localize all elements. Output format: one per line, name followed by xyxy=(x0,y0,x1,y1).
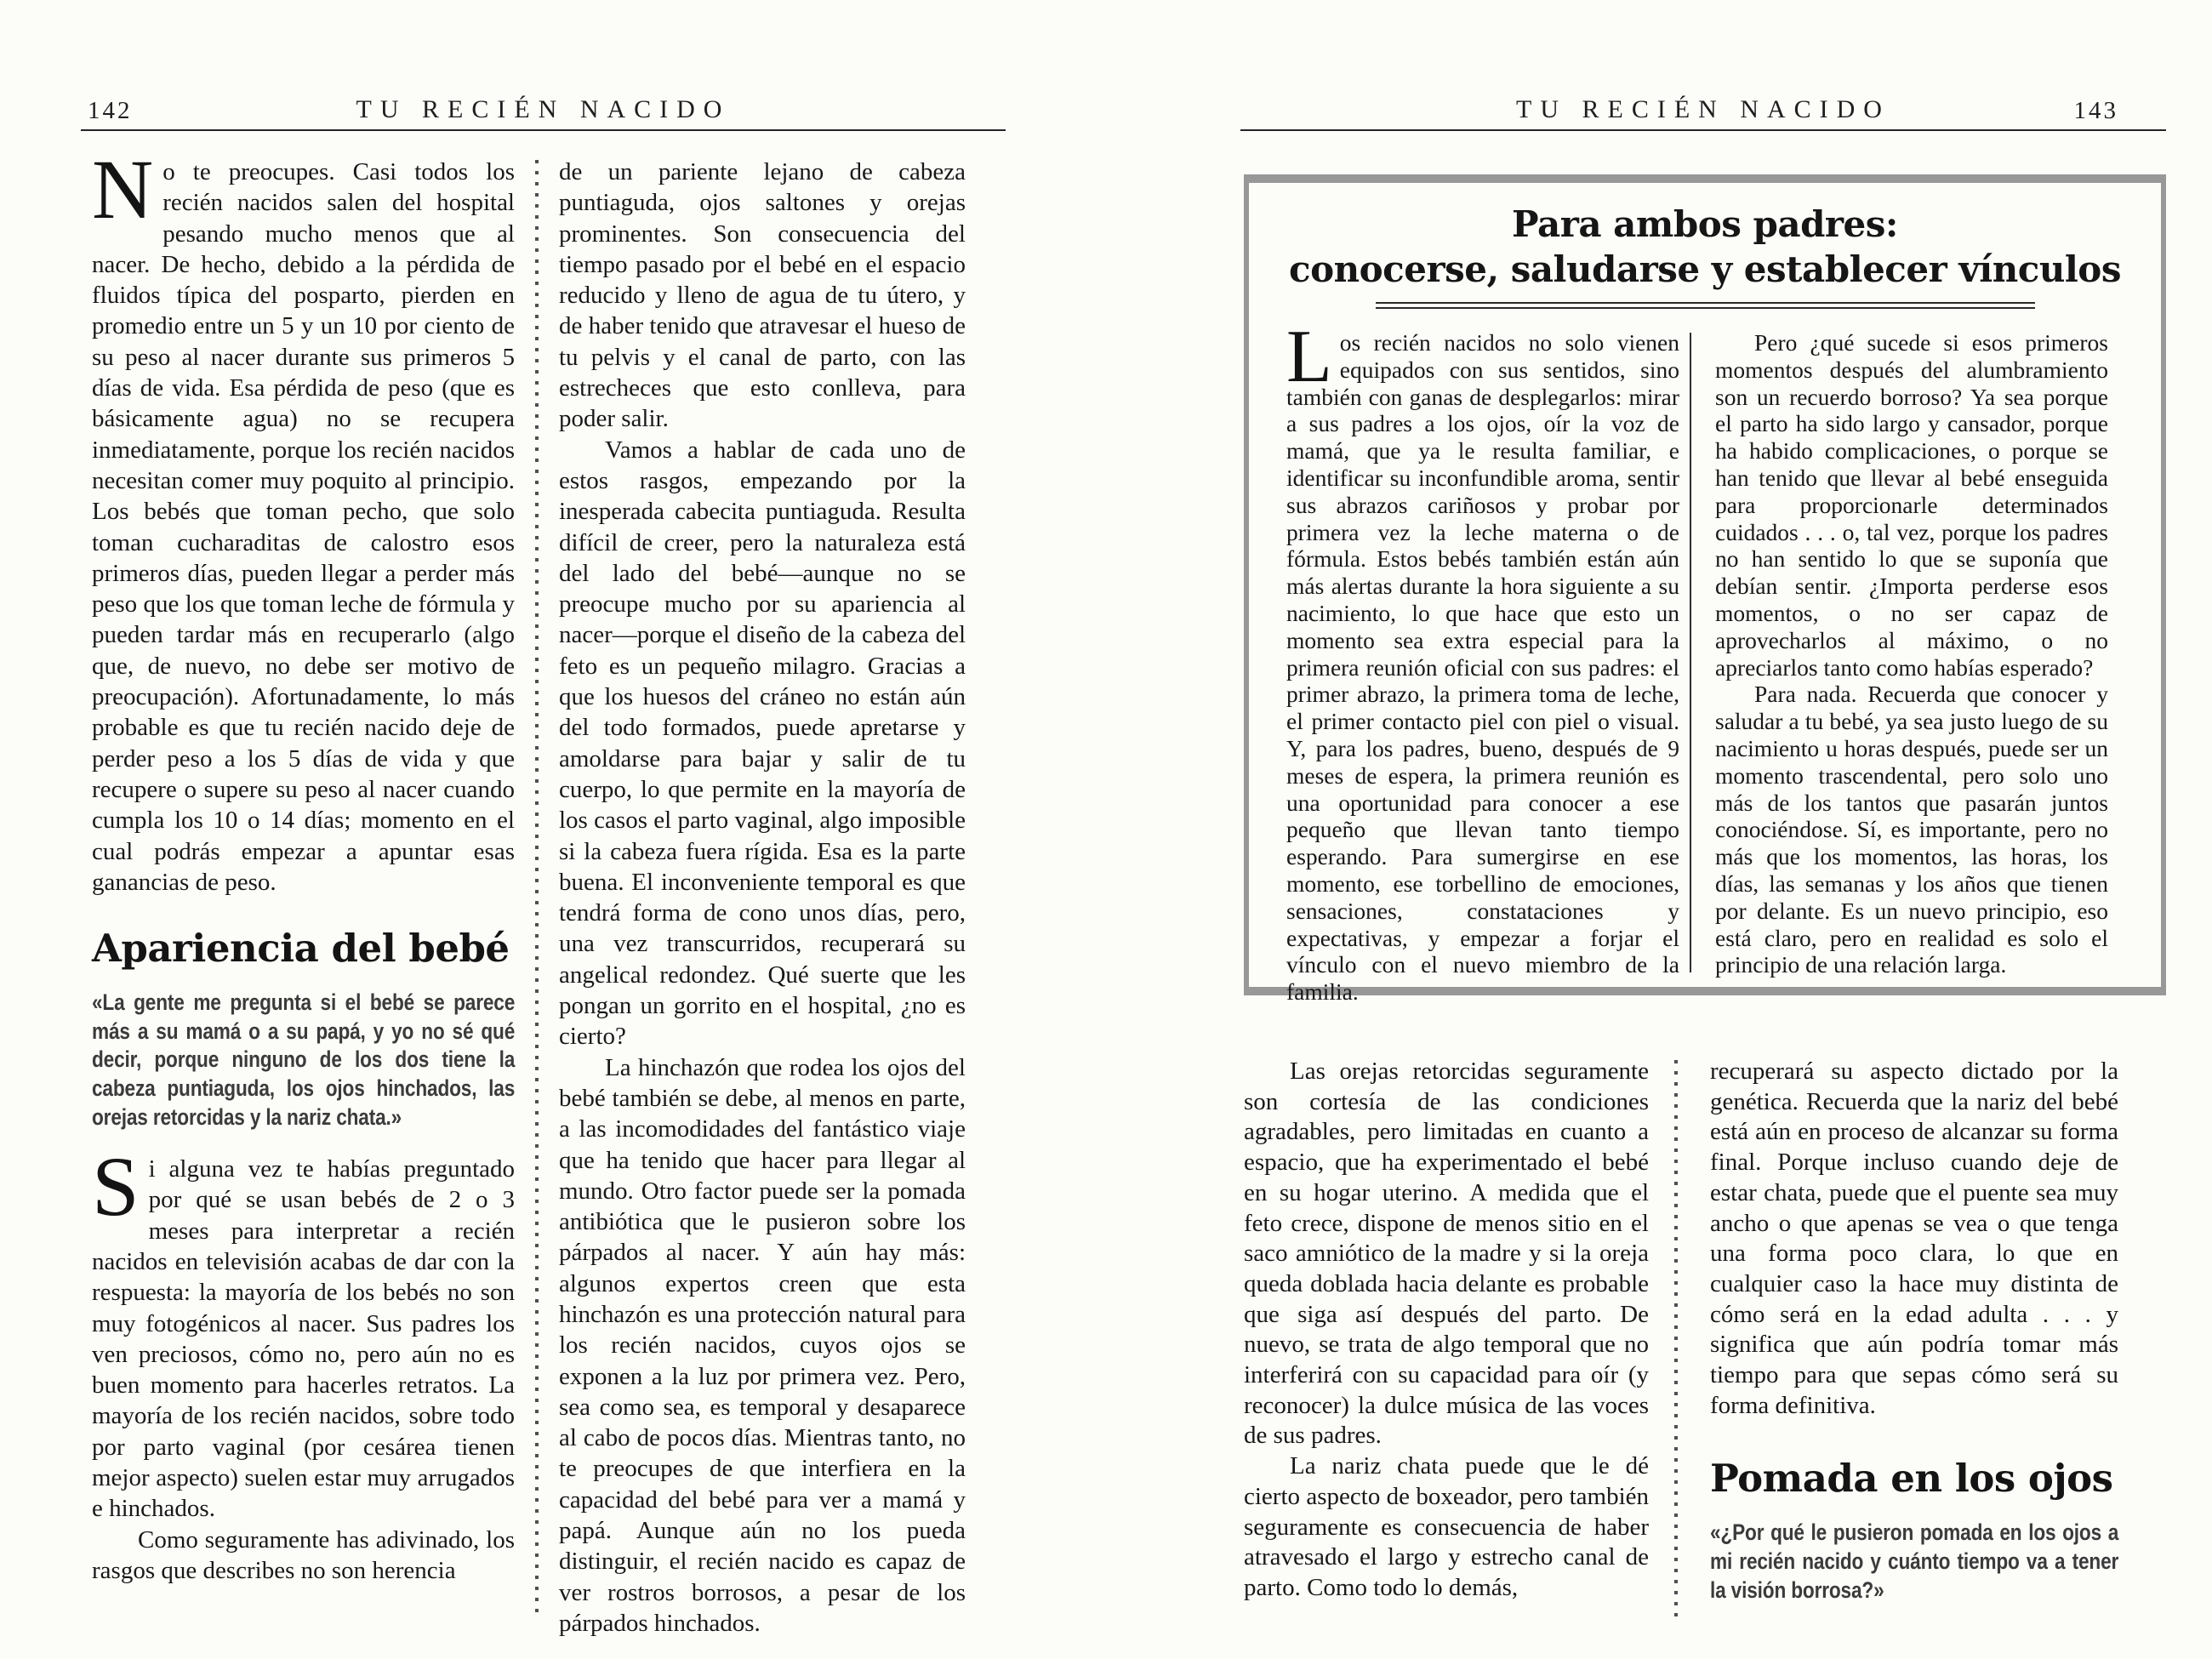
header-rule-left xyxy=(81,129,1006,131)
paragraph-text: i alguna vez te habías preguntado por qué se usan bebés de 2 o 3 meses para interpretar a recién nacidos en televisión acabas de dar con la respuesta: la mayoría de los bebés no son muy fotogénicos al nacer. Sus padres los ven preciosos, cómo no, pero aún no es buen momento para hacerles retratos. La mayoría de los recién nacidos, sobre todo por parto vaginal (por cesárea tienen mejor aspecto) suelen estar muy arrugados e hinchados. xyxy=(92,1155,515,1523)
paragraph-weight-loss xyxy=(92,142,515,898)
paragraph-aspecto-genetica: recuperará su aspecto dictado por la genética. Recuerda que la nariz del bebé está aún en proceso de alcanzar su forma final. Porque incluso cuando deje de estar chata, puede que el puente sea muy ancho o que apenas se vea o que tenga una forma poco clara, lo que en cualquier caso la hace muy distinta de cómo será en la edad adulta . . . y significa que aún podría tomar más tiempo para que sepas cómo será su forma definitiva. xyxy=(1710,1058,2118,1419)
column-divider-dotted-right xyxy=(1674,1060,1678,1622)
paragraph-hinchazon-ojos: La hinchazón que rodea los ojos del bebé también se debe, al menos en parte, a las incomodidades del fantástico viaje que ha tenido que hacer para llegar al mundo. Otro factor puede ser la pomada antibiótica que le pusieron sobre los párpados al nacer. Y aún hay más: algunos expertos creen que esta hinchazón es una protección natural para los recién nacidos, cuyos ojos se exponen a la luz por primera vez. Pero, sea como sea, es temporal y desaparece al cabo de pocos días. Mientras tanto, no te preocupes de que interfiera en la capacidad del bebé para ver a mamá y papá. Aunque aún no los pueda distinguir, el recién nacido es capaz de ver rostros borrosos, a pesar de los párpados hinchados. xyxy=(559,1053,966,1637)
paragraph-sentidos xyxy=(1286,316,1679,1006)
page-number-right: 143 xyxy=(2073,97,2118,124)
left-page-column-1 xyxy=(92,142,516,1586)
box-column-1 xyxy=(1286,316,1679,1006)
paragraph-cabecita-puntiaguda: Vamos a hablar de cada uno de estos rasgos, empezando por la inesperada cabecita puntiaguda. Resulta difícil de creer, pero la naturaleza está del lado del bebé—aunque no se preocupe mucho por su apariencia al nacer—porque el diseño de la cabeza del feto es un pequeño milagro. Gracias a que los huesos del cráneo no están aún del todo formados, puede apretarse y amoldarse para bajar y salir de tu cuerpo, lo que permite en la mayoría de los casos el parto vaginal, algo imposible si la cabeza fuera rígida. Esa es la parte buena. El inconveniente temporal es que tendrá forma de cono unos días, pero, una vez transcurridos, recuperará su angelical redondez. Qué suerte que les pongan un gorrito en el hospital, ¿no es cierto? xyxy=(559,436,966,1051)
box-title xyxy=(1249,202,2161,292)
paragraph-pariente-lejano: de un pariente lejano de cabeza puntiaguda, ojos saltones y orejas prominentes. Son consecuencia del tiempo pasado por el bebé en el espacio reducido y lleno de agua de tu útero, y de haber tenido que atravesar el hueso de tu pelvis y el canal de parto, con las estrecheces que esto conlleva, para poder salir. xyxy=(559,158,966,433)
box-title-line2: conocerse, saludarse y establecer vínculos xyxy=(1289,248,2121,290)
paragraph-para-nada: Para nada. Recuerda que conocer y saludar a tu bebé, ya sea justo luego de su nacimiento u horas después, puede ser un momento trascendental, pero solo uno más de los tantos que pasarán juntos conociéndose. Sí, es importante, pero no más que los momentos, las horas, los días, las semanas y los años que tienen por delante. Es un nuevo principio, eso está claro, pero en realidad es solo el principio de una relación larga. xyxy=(1715,681,2108,978)
reader-question-quote: «La gente me pregunta si el bebé se parece más a su mamá o a su papá, y yo no sé qué decir, porque ninguno de los dos tiene la cabeza puntiaguda, los ojos hinchados, las orejas retorcidas y la nariz chata.» xyxy=(92,989,516,1130)
drop-cap-s: S xyxy=(92,1139,140,1234)
box-column-2 xyxy=(1715,329,2108,978)
right-page-column-1 xyxy=(1244,1057,1649,1604)
running-header-right: TU RECIÉN NACIDO xyxy=(1516,95,1890,123)
feature-box-para-ambos-padres xyxy=(1244,174,2166,1006)
paragraph-recuerdo-borroso: Pero ¿qué sucede si esos primeros momentos después del alumbramiento son un recuerdo borroso? Ya sea porque el parto ha sido largo y cansador, porque ha habido complicaciones, o porque se han tenido que llevar al bebé enseguida para proporcionarle determinados cuidados . . . o, tal vez, porque los padres no han sentido lo que se suponía que debían sentir. ¿Importa perderse esos momentos, o no ser capaz de aprovecharlos al máximo, o no apreciarlos tanto como habías esperado? xyxy=(1715,329,2108,681)
box-title-double-rule xyxy=(1376,302,2035,309)
header-rule-right xyxy=(1240,129,2166,131)
right-page-column-2 xyxy=(1710,1057,2118,1627)
paragraph-photogenic xyxy=(92,1139,515,1525)
running-header-left: TU RECIÉN NACIDO xyxy=(356,95,731,123)
section-heading-pomada: Pomada en los ojos xyxy=(1710,1456,2113,1502)
box-title-line1: Para ambos padres: xyxy=(1512,203,1898,245)
paragraph-text: o te preocupes. Casi todos los recién nacidos salen del hospital pesando mucho menos que al nacer. De hecho, debido a la pérdida de fluidos típica del posparto, pierden en promedio entre un 5 y un 10 por ciento de su peso al nacer durante sus primeros 5 días de vida. Esa pérdida de peso (que es básicamente agua) no se recupera inmediatamente, porque los recién nacidos necesitan comer muy poquito al principio. Los bebés que toman pecho, que solo toman cucharaditas de calostro esos primeros días, pueden llegar a perder más peso que los que toman leche de fórmula y pueden tardar más en recuperarlo (algo que, de nuevo, no debe ser motivo de preocupación). Afortunadamente, lo más probable es que tu recién nacido deje de perder peso a los 5 días de vida y que recupere o supere su peso al nacer cuando cumpla los 10 o 14 días; momento en el cual podrás empezar a apuntar esas ganancias de peso. xyxy=(92,158,515,896)
paragraph-text: os recién nacidos no solo vienen equipados con sus sentidos, sino también con ganas de desplegarlos: mirar a sus padres a los ojos, oír la voz de mamá, que ya le resulta familiar, e identificar su inconfundible aroma, sentir sus abrazos cariñosos y probar por primera vez la leche materna o de fórmula. Estos bebés también están aún más alertas durante la hora siguiente a su nacimiento, lo que hace que esto un momento sea extra especial para la primera reunión oficial con sus padres: el primer abrazo, la primera toma de leche, el primer contacto piel con piel o visual. Y, para los padres, bueno, después de 9 meses de espera, la primera reunión es una oportunidad para conocer a ese pequeño que llevan tanto tiempo esperando. Para sumergirse en ese momento, ese torbellino de emociones, sensaciones, constataciones y expectativas, y empezar a forjar el vínculo con el nuevo miembro de la familia. xyxy=(1286,329,1679,1006)
left-page-column-2 xyxy=(559,157,966,1639)
paragraph-como-seguramente: Como seguramente has adivinado, los rasgos que describes no son herencia xyxy=(92,1525,515,1584)
paragraph-nariz-chata: La nariz chata puede que le dé cierto aspecto de boxeador, pero también seguramente es consecuencia de haber atravesado el largo y estrecho canal de parto. Como todo lo demás, xyxy=(1244,1452,1649,1601)
page-number-left: 142 xyxy=(88,97,133,124)
section-heading-apariencia: Apariencia del bebé xyxy=(92,926,510,972)
drop-cap-n: N xyxy=(92,142,154,237)
paragraph-orejas-retorcidas: Las orejas retorcidas seguramente son cortesía de las condiciones agradables, pero limitadas en cuanto a espacio, que ha experimentado el bebé en su hogar uterino. A medida que el feto crece, dispone de menos sitio en el saco amniótico de la madre y si la oreja queda doblada hacia delante es probable que siga así después del parto. De nuevo, se trata de algo temporal que no interferirá con su capacidad para oír (y reconocer) la dulce música de las voces de sus padres. xyxy=(1244,1058,1649,1450)
column-divider-dotted-left xyxy=(535,160,539,1620)
drop-cap-l: L xyxy=(1286,316,1332,398)
reader-question-quote-pomada: «¿Por qué le pusieron pomada en los ojos a mi recién nacido y cuánto tiempo va a tener la visión borrosa?» xyxy=(1710,1519,2119,1603)
box-column-divider xyxy=(1690,333,1691,972)
